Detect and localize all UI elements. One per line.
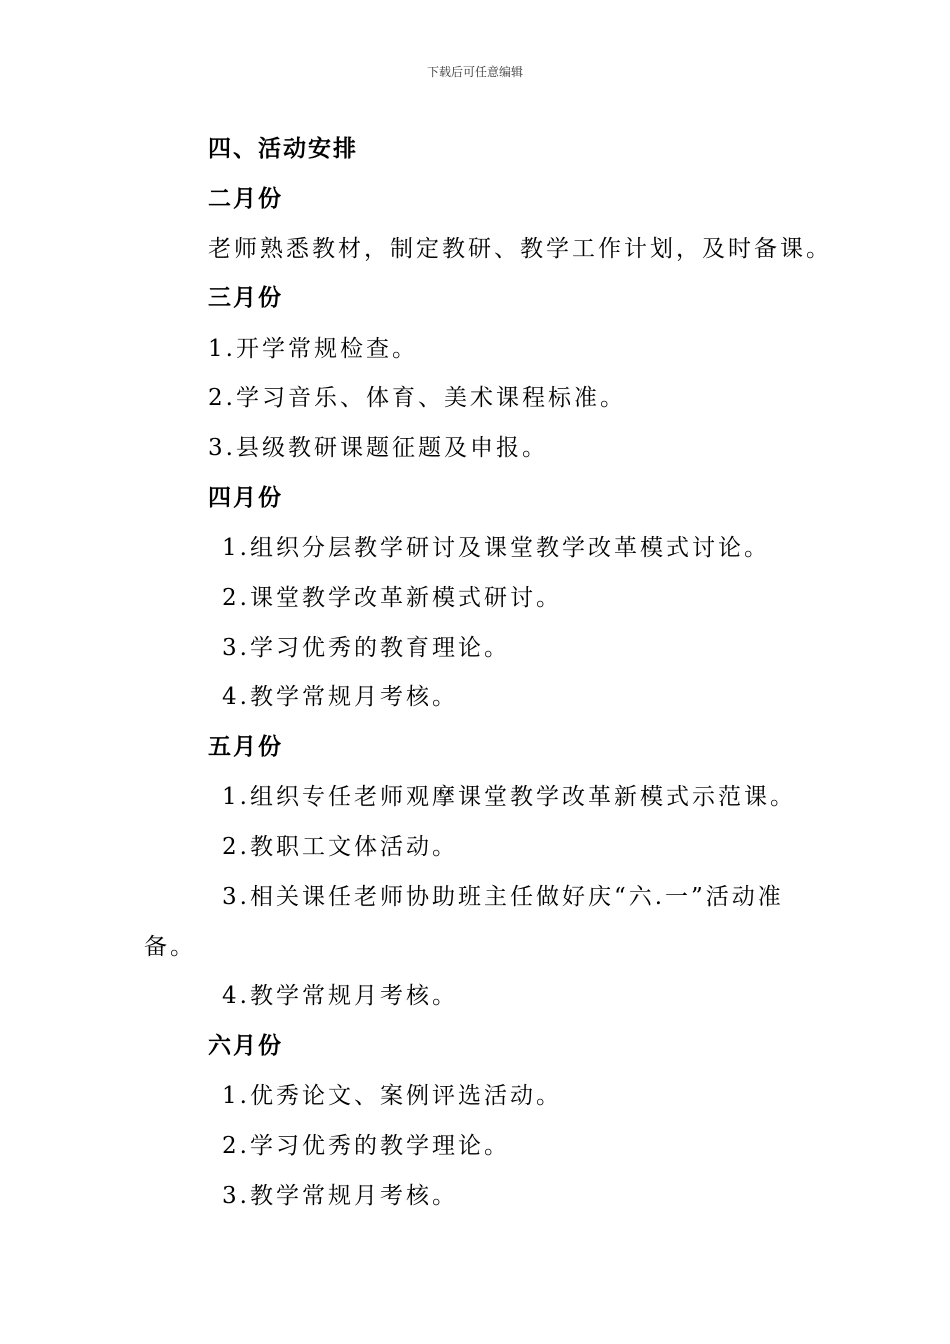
month-heading-jun: 六月份 (208, 1033, 283, 1059)
list-item: 1.开学常规检查。 (208, 336, 418, 362)
month-heading-apr: 四月份 (208, 485, 283, 511)
list-item: 3.学习优秀的教育理论。 (222, 635, 510, 661)
list-item: 4.教学常规月考核。 (222, 684, 458, 710)
month-heading-feb: 二月份 (208, 186, 283, 212)
month-heading-mar: 三月份 (208, 285, 283, 311)
list-item: 1.组织专任老师观摩课堂教学改革新模式示范课。 (222, 784, 796, 810)
list-item: 3.县级教研课题征题及申报。 (208, 435, 548, 461)
list-item: 老师熟悉教材，制定教研、教学工作计划，及时备课。 (208, 236, 832, 262)
list-item: 3.教学常规月考核。 (222, 1183, 458, 1209)
list-item: 2.学习音乐、体育、美术课程标准。 (208, 385, 626, 411)
list-item: 2.教职工文体活动。 (222, 834, 458, 860)
list-item-continuation: 备。 (144, 934, 196, 960)
section-title: 四、活动安排 (208, 136, 358, 162)
page-header: 下载后可任意编辑 (426, 65, 523, 79)
list-item: 2.学习优秀的教学理论。 (222, 1133, 510, 1159)
list-item: 2.课堂教学改革新模式研讨。 (222, 585, 562, 611)
list-item: 3.相关课任老师协助班主任做好庆“六.一”活动准 (222, 884, 784, 910)
list-item: 1.组织分层教学研讨及课堂教学改革模式讨论。 (222, 535, 770, 561)
list-item: 4.教学常规月考核。 (222, 983, 458, 1009)
month-heading-may: 五月份 (208, 734, 283, 760)
list-item: 1.优秀论文、案例评选活动。 (222, 1083, 562, 1109)
